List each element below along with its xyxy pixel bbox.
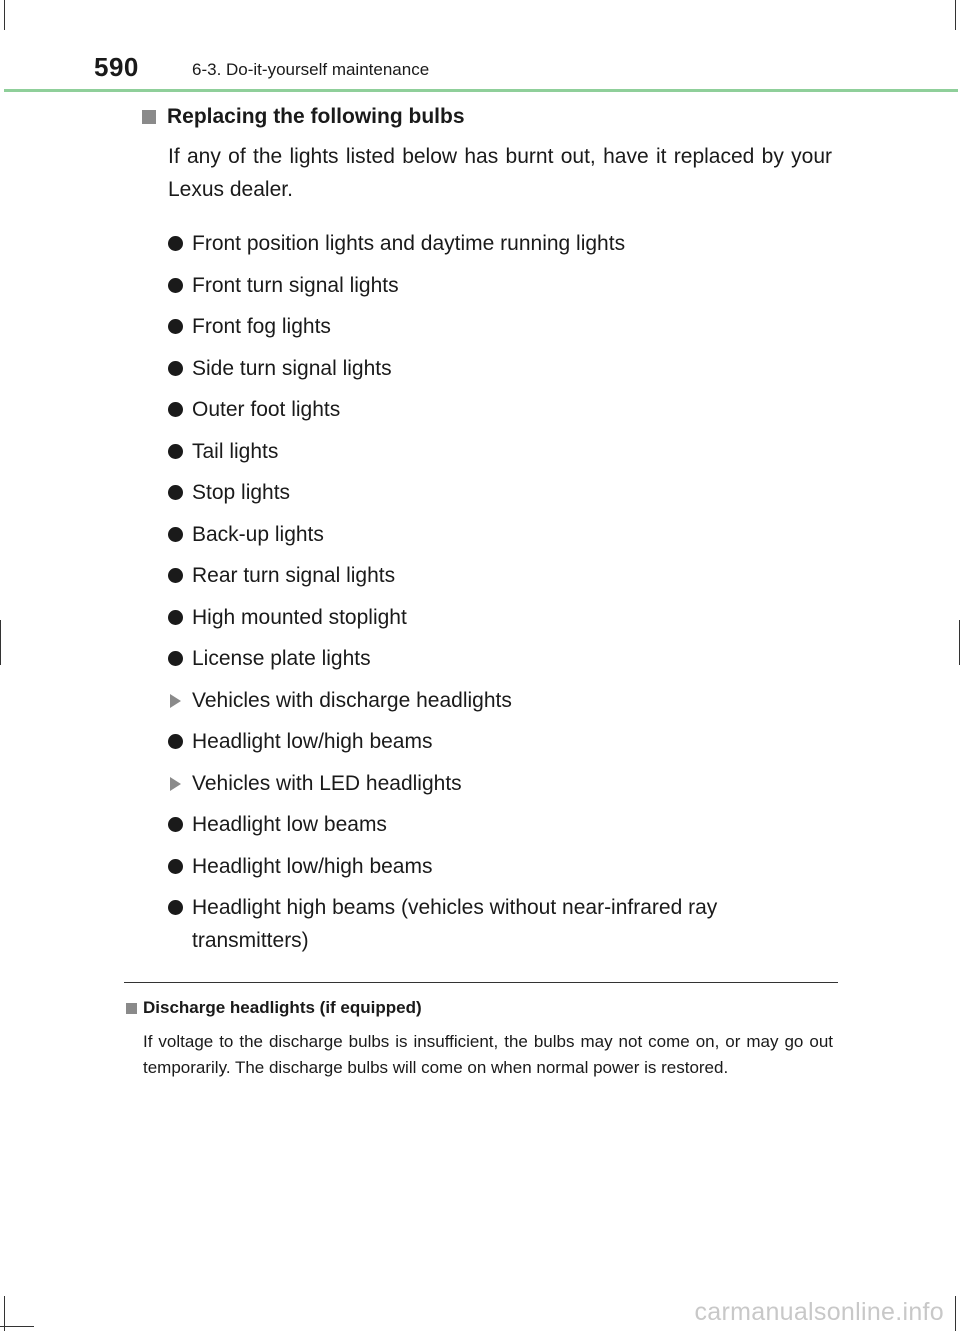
- bullet-dot-icon: [168, 319, 183, 334]
- list-item-text: Rear turn signal lights: [192, 564, 396, 587]
- list-item-text: Headlight high beams (vehicles without near-infrared ray transmitters): [192, 896, 718, 952]
- crop-mark-top-left: [4, 0, 5, 30]
- list-item-text: Back-up lights: [192, 522, 324, 546]
- list-item: [142, 850, 832, 883]
- square-bullet-icon: [142, 110, 156, 124]
- section-heading: [142, 100, 842, 134]
- list-item-text: Front turn signal lights: [192, 273, 399, 297]
- watermark: carmanualsonline.info: [694, 1298, 944, 1326]
- list-item-text: High mounted stoplight: [192, 605, 407, 629]
- list-item: [142, 393, 832, 426]
- list-item: [142, 435, 832, 468]
- bullet-dot-icon: [168, 651, 183, 666]
- list-item: [142, 642, 832, 675]
- page-number: 590: [94, 52, 139, 82]
- bullet-dot-icon: [168, 485, 183, 500]
- list-item: [142, 352, 832, 385]
- note-block: [124, 995, 834, 1081]
- list-item-text: Stop lights: [192, 481, 291, 504]
- list-item-text: Headlight low/high beams: [192, 730, 433, 753]
- list-item: [142, 310, 832, 343]
- list-item: [142, 808, 832, 841]
- crop-mark-bottom-left-h: [0, 1326, 34, 1327]
- square-bullet-icon: [126, 1003, 137, 1014]
- list-item: [142, 684, 832, 717]
- list-item-text: Front position lights and daytime running lights: [192, 232, 626, 255]
- section-heading-text: Replacing the following bulbs: [167, 105, 465, 128]
- list-item-text: Headlight low/high beams: [192, 854, 433, 878]
- list-item-text: Tail lights: [192, 439, 279, 463]
- bullet-dot-icon: [168, 236, 183, 251]
- list-item: [142, 227, 832, 260]
- triangle-marker-icon: [170, 694, 181, 708]
- list-item: [142, 269, 832, 302]
- bullet-dot-icon: [168, 568, 183, 583]
- list-item-text: Vehicles with discharge headlights: [192, 688, 512, 712]
- separator-rule: [124, 982, 838, 983]
- list-item: [142, 601, 832, 634]
- header-rule: [4, 89, 958, 92]
- list-item: [142, 725, 832, 758]
- list-item-text: License plate lights: [192, 647, 371, 670]
- bullet-dot-icon: [168, 444, 183, 459]
- section-title: 6-3. Do-it-yourself maintenance: [192, 60, 430, 79]
- list-item: [142, 476, 832, 509]
- bullet-dot-icon: [168, 817, 183, 832]
- bullet-dot-icon: [168, 610, 183, 625]
- list-item-text: Outer foot lights: [192, 398, 341, 421]
- list-item-text: Vehicles with LED headlights: [192, 771, 462, 795]
- crop-mark-side-left: [0, 620, 1, 665]
- note-paragraph: If voltage to the discharge bulbs is insufficient, the bulbs may not come on, or may go out temporarily. The discharge bulbs will come on when normal power is restored.: [143, 1032, 833, 1077]
- note-heading: [124, 995, 834, 1021]
- crop-mark-top-right: [955, 0, 956, 30]
- list-item-text: Front fog lights: [192, 315, 331, 338]
- list-item: [142, 767, 832, 800]
- main-content: [142, 100, 842, 966]
- note-heading-text: Discharge headlights (if equipped): [143, 998, 422, 1017]
- list-item: [142, 518, 832, 551]
- list-item: [142, 559, 832, 592]
- triangle-marker-icon: [170, 777, 181, 791]
- bullet-dot-icon: [168, 361, 183, 376]
- intro-paragraph: If any of the lights listed below has burnt out, have it replaced by your Lexus dealer.: [168, 145, 832, 201]
- bullet-dot-icon: [168, 527, 183, 542]
- list-item-text: Headlight low beams: [192, 813, 387, 836]
- bulb-list: [142, 227, 842, 957]
- bullet-dot-icon: [168, 402, 183, 417]
- bullet-dot-icon: [168, 734, 183, 749]
- bullet-dot-icon: [168, 278, 183, 293]
- list-item: [142, 891, 832, 957]
- list-item-text: Side turn signal lights: [192, 356, 392, 380]
- crop-mark-bottom-right-v: [955, 1296, 956, 1331]
- bullet-dot-icon: [168, 900, 183, 915]
- bullet-dot-icon: [168, 859, 183, 874]
